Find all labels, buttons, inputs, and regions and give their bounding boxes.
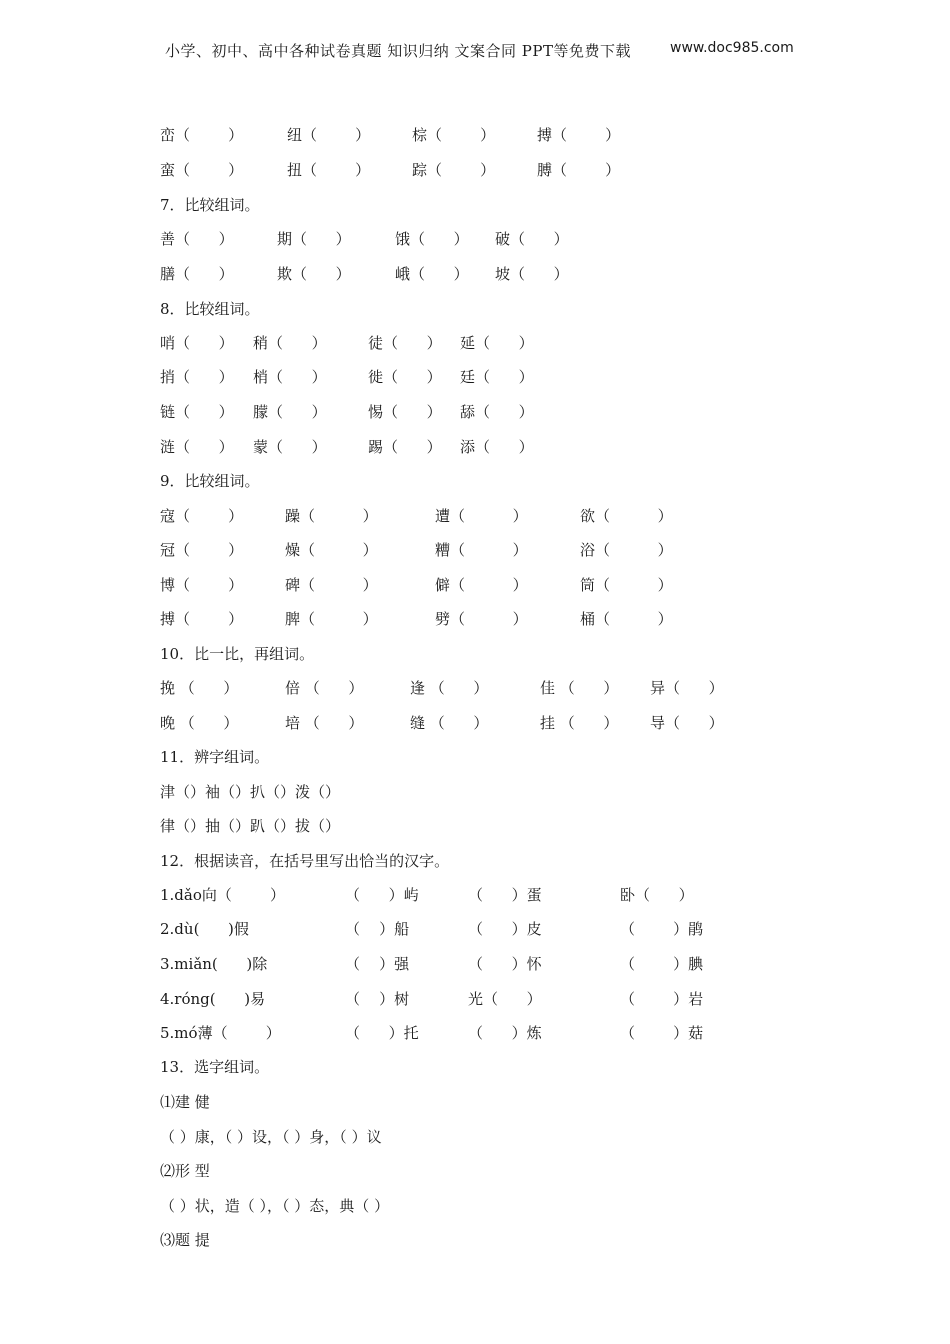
exercise-item[interactable]: 培 （ ） (285, 714, 364, 732)
exercise-item[interactable]: 佳 （ ） (540, 679, 619, 697)
exercise-item[interactable]: 晚 （ ） (160, 714, 239, 732)
exercise-item[interactable]: 膳（ ） (160, 265, 234, 283)
exercise-item[interactable]: 3.miǎn( )除 (160, 955, 268, 973)
exercise-item[interactable]: 劈（ ） (435, 610, 528, 628)
text-line: 10．比一比，再组词。 (160, 645, 315, 663)
exercise-item[interactable]: 期（ ） (277, 230, 351, 248)
exercise-item[interactable]: 廷（ ） (460, 368, 534, 386)
exercise-item[interactable]: 峨（ ） (395, 265, 469, 283)
exercise-item[interactable]: （ ）托 (345, 1024, 419, 1042)
text-line: 13．选字组词。 (160, 1058, 270, 1076)
exercise-item[interactable]: 倍 （ ） (285, 679, 364, 697)
exercise-item[interactable]: 扭（ ） (287, 161, 371, 179)
exercise-item[interactable]: （ ）菇 (620, 1024, 704, 1042)
exercise-item[interactable]: （ ）炼 (468, 1024, 542, 1042)
exercise-item[interactable]: 蛮（ ） (160, 161, 244, 179)
exercise-item[interactable]: （ ）强 (345, 955, 410, 973)
exercise-item[interactable]: （ ）腆 (620, 955, 704, 973)
text-line: （ ）状，造（ ），（ ）态，典（ ） (160, 1197, 390, 1215)
exercise-item[interactable]: 搏（ ） (160, 610, 244, 628)
exercise-item[interactable]: 捎（ ） (160, 368, 234, 386)
exercise-item[interactable]: 寇（ ） (160, 507, 244, 525)
text-line: ⑶题 提 (160, 1231, 210, 1249)
header-url: www.doc985.com (670, 40, 794, 56)
exercise-item[interactable]: 棕（ ） (412, 126, 496, 144)
exercise-item[interactable]: 善（ ） (160, 230, 234, 248)
exercise-item[interactable]: 链（ ） (160, 403, 234, 421)
exercise-item[interactable]: 浴（ ） (580, 541, 673, 559)
exercise-item[interactable]: 蒙（ ） (253, 438, 327, 456)
exercise-item[interactable]: 遭（ ） (435, 507, 528, 525)
exercise-item[interactable]: 徙（ ） (368, 368, 442, 386)
exercise-item[interactable]: 僻（ ） (435, 576, 528, 594)
exercise-item[interactable]: （ ）岩 (620, 990, 704, 1008)
exercise-item[interactable]: 涟（ ） (160, 438, 234, 456)
exercise-item[interactable]: 脾（ ） (285, 610, 378, 628)
text-line: 12．根据读音，在括号里写出恰当的汉字。 (160, 852, 450, 870)
exercise-item[interactable]: 舔（ ） (460, 403, 534, 421)
text-line: ⑴建 健 (160, 1093, 210, 1111)
text-line: ⑵形 型 (160, 1162, 210, 1180)
exercise-item[interactable]: （ ）蛋 (468, 886, 542, 904)
exercise-item[interactable]: 碑（ ） (285, 576, 378, 594)
exercise-item[interactable]: 坡（ ） (495, 265, 569, 283)
text-line: 律（）抽（）趴（）拔（） (160, 817, 341, 835)
exercise-item[interactable]: 纽（ ） (287, 126, 371, 144)
exercise-item[interactable]: （ ）树 (345, 990, 410, 1008)
text-line: 9．比较组词。 (160, 472, 260, 490)
exercise-item[interactable]: 欲（ ） (580, 507, 673, 525)
exercise-item[interactable]: 稍（ ） (253, 334, 327, 352)
exercise-item[interactable]: （ ）船 (345, 920, 410, 938)
exercise-item[interactable]: 朦（ ） (253, 403, 327, 421)
exercise-item[interactable]: 异（ ） (650, 679, 724, 697)
exercise-item[interactable]: 徒（ ） (368, 334, 442, 352)
exercise-item[interactable]: 挽 （ ） (160, 679, 239, 697)
exercise-item[interactable]: 燥（ ） (285, 541, 378, 559)
text-line: （ ）康，（ ）设，（ ）身，（ ）议 (160, 1128, 382, 1146)
exercise-item[interactable]: 搏（ ） (537, 126, 621, 144)
exercise-item[interactable]: 添（ ） (460, 438, 534, 456)
exercise-item[interactable]: 卧（ ） (620, 886, 694, 904)
exercise-item[interactable]: 踪（ ） (412, 161, 496, 179)
exercise-item[interactable]: 桶（ ） (580, 610, 673, 628)
exercise-item[interactable]: 膊（ ） (537, 161, 621, 179)
text-line: 7．比较组词。 (160, 196, 260, 214)
exercise-item[interactable]: 糟（ ） (435, 541, 528, 559)
text-line: 津（）袖（）扒（）泼（） (160, 783, 341, 801)
exercise-item[interactable]: 惕（ ） (368, 403, 442, 421)
exercise-item[interactable]: 冠（ ） (160, 541, 244, 559)
exercise-item[interactable]: 峦（ ） (160, 126, 244, 144)
exercise-item[interactable]: 梢（ ） (253, 368, 327, 386)
exercise-item[interactable]: 挂 （ ） (540, 714, 619, 732)
exercise-item[interactable]: 5.mó薄（ ） (160, 1024, 281, 1042)
exercise-item[interactable]: 欺（ ） (277, 265, 351, 283)
exercise-item[interactable]: （ ）鹃 (620, 920, 704, 938)
text-line: 8．比较组词。 (160, 300, 260, 318)
exercise-item[interactable]: （ ）怀 (468, 955, 542, 973)
exercise-item[interactable]: 1.dǎo向（ ） (160, 886, 286, 904)
exercise-item[interactable]: 逢 （ ） (410, 679, 489, 697)
exercise-item[interactable]: 4.róng( )易 (160, 990, 266, 1008)
exercise-item[interactable]: （ ）屿 (345, 886, 419, 904)
header-text: 小学、初中、高中各种试卷真题 知识归纳 文案合同 PPT等免费下载 (165, 42, 631, 60)
exercise-item[interactable]: （ ）皮 (468, 920, 542, 938)
exercise-item[interactable]: 缝 （ ） (410, 714, 489, 732)
exercise-item[interactable]: 踢（ ） (368, 438, 442, 456)
exercise-item[interactable]: 躁（ ） (285, 507, 378, 525)
exercise-item[interactable]: 光（ ） (468, 990, 542, 1008)
exercise-item[interactable]: 导（ ） (650, 714, 724, 732)
exercise-item[interactable]: 饿（ ） (395, 230, 469, 248)
text-line: 11．辨字组词。 (160, 748, 270, 766)
exercise-item[interactable]: 延（ ） (460, 334, 534, 352)
exercise-item[interactable]: 筒（ ） (580, 576, 673, 594)
exercise-item[interactable]: 哨（ ） (160, 334, 234, 352)
exercise-item[interactable]: 2.dù( )假 (160, 920, 249, 938)
exercise-item[interactable]: 破（ ） (495, 230, 569, 248)
exercise-item[interactable]: 博（ ） (160, 576, 244, 594)
